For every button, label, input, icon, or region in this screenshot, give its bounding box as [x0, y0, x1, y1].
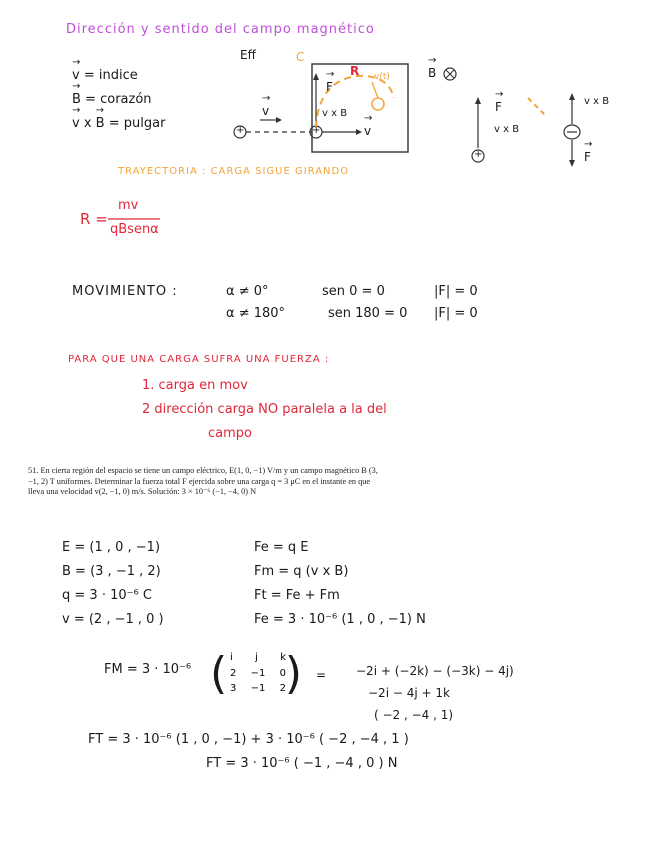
v-outside-label: → v [262, 104, 269, 118]
charge-curved-icon [372, 98, 384, 110]
given-e: E = (1 , 0 , −1) [62, 540, 161, 555]
right-pos-sign: + [474, 149, 483, 160]
matrix-row-2: 3 −1 2 [230, 683, 286, 694]
f-label: → F [326, 80, 333, 94]
pos-charge-sign: + [236, 125, 245, 136]
radius-lhs: R = [80, 210, 108, 228]
radius-line [372, 82, 378, 98]
force-cond-header: PARA QUE UNA CARGA SUFRA UNA FUERZA : [68, 354, 330, 365]
force-cond-item2: 2 dirección carga NO paralela a la del [142, 402, 387, 417]
total-line-1: FT = 3 · 10⁻⁶ (1 , 0 , −1) + 3 · 10⁻⁶ ( −2 , −4 , 1 ) [88, 732, 409, 747]
total-line-2: FT = 3 · 10⁻⁶ ( −1 , −4 , 0 ) N [206, 756, 398, 771]
movement-r1-sin: sen 0 = 0 [322, 284, 385, 299]
rule-b-text: = corazón [85, 92, 152, 107]
cross-product-matrix: ( i j k 2 −1 0 3 −1 2 ) [210, 648, 302, 699]
hand-label: Eff [240, 48, 256, 62]
right-f-label: → F [495, 100, 502, 114]
rule-v-text: = indice [83, 68, 138, 83]
matrix-row-0: i j k [230, 652, 286, 663]
fm-lhs: FM = 3 · 10⁻⁶ [104, 662, 192, 677]
matrix-row-1: 2 −1 0 [230, 668, 286, 679]
given-v: v = (2 , −1 , 0 ) [62, 612, 164, 627]
trajectory-note: TRAYECTORIA : CARGA SIGUE GIRANDO [118, 166, 350, 177]
r-label: R [350, 64, 360, 78]
force-arrow-head [313, 73, 319, 80]
movement-r2-force: |F| = 0 [434, 306, 478, 321]
right2-vxb-label: v x B [584, 96, 610, 107]
movement-r2-angle: α ≠ 180° [226, 306, 286, 321]
right2-f-label: → F [584, 150, 591, 164]
problem-statement: 51. En cierta región del espacio se tiene un campo eléctrico, E(1, 0, −1) V/m y un campo magnético B (3, −1, 2) T uniformes. Determinar la fuerza total F ejercida sobre una carga q = 3 μC en el instante en que lleva una velocidad v(2, −1, 0) m/s. Solución: 3 × 10⁻⁶ (−1, −4, 0) N [28, 466, 378, 496]
right-vxb-label: v x B [494, 124, 520, 135]
v-arrow-outside-head [276, 117, 282, 123]
force-cond-item2b: campo [208, 426, 252, 441]
right-orange-trajectory [528, 98, 546, 116]
given-q: q = 3 · 10⁻⁶ C [62, 588, 152, 603]
fm-result-2: −2i − 4j + 1k [368, 686, 450, 700]
radius-denominator: qBsenα [110, 222, 159, 237]
movement-r1-force: |F| = 0 [434, 284, 478, 299]
movement-r2-sin: sen 180 = 0 [328, 306, 408, 321]
radius-numerator: mv [118, 198, 139, 213]
vt-label: v(t) [374, 72, 390, 82]
rule-v-line: → v = indice [72, 68, 138, 83]
rule-b-line: → B = corazón [72, 92, 152, 107]
given-b: B = (3 , −1 , 2) [62, 564, 161, 579]
movement-r1-angle: α ≠ 0° [226, 284, 269, 299]
fm-equals: = [316, 668, 327, 682]
v-inside-label: → v [364, 124, 371, 138]
rule-vxb-line: → v x → B = pulgar [72, 116, 165, 131]
eq-fe-value: Fe = 3 · 10⁻⁶ (1 , 0 , −1) N [254, 612, 426, 627]
eq-ft: Ft = Fe + Fm [254, 588, 340, 603]
movement-label: MOVIMIENTO : [72, 284, 178, 299]
v-arrow-inside-head [356, 129, 362, 135]
eq-fm: Fm = q (v x B) [254, 564, 349, 579]
fm-result-3: ( −2 , −4 , 1) [374, 708, 454, 722]
corner-label: C [296, 50, 305, 64]
b-field-label: → B [428, 66, 436, 80]
rule-vxb-text: = pulgar [108, 116, 166, 131]
vxb-label: v x B [322, 108, 348, 119]
pos-charge-sign-2: + [312, 125, 321, 136]
page-title: Dirección y sentido del campo magnético [66, 22, 375, 37]
fm-result-1: −2i + (−2k) − (−3k) − 4j) [356, 664, 514, 678]
eq-fe: Fe = q E [254, 540, 309, 555]
force-cond-item1: 1. carga en mov [142, 378, 248, 393]
